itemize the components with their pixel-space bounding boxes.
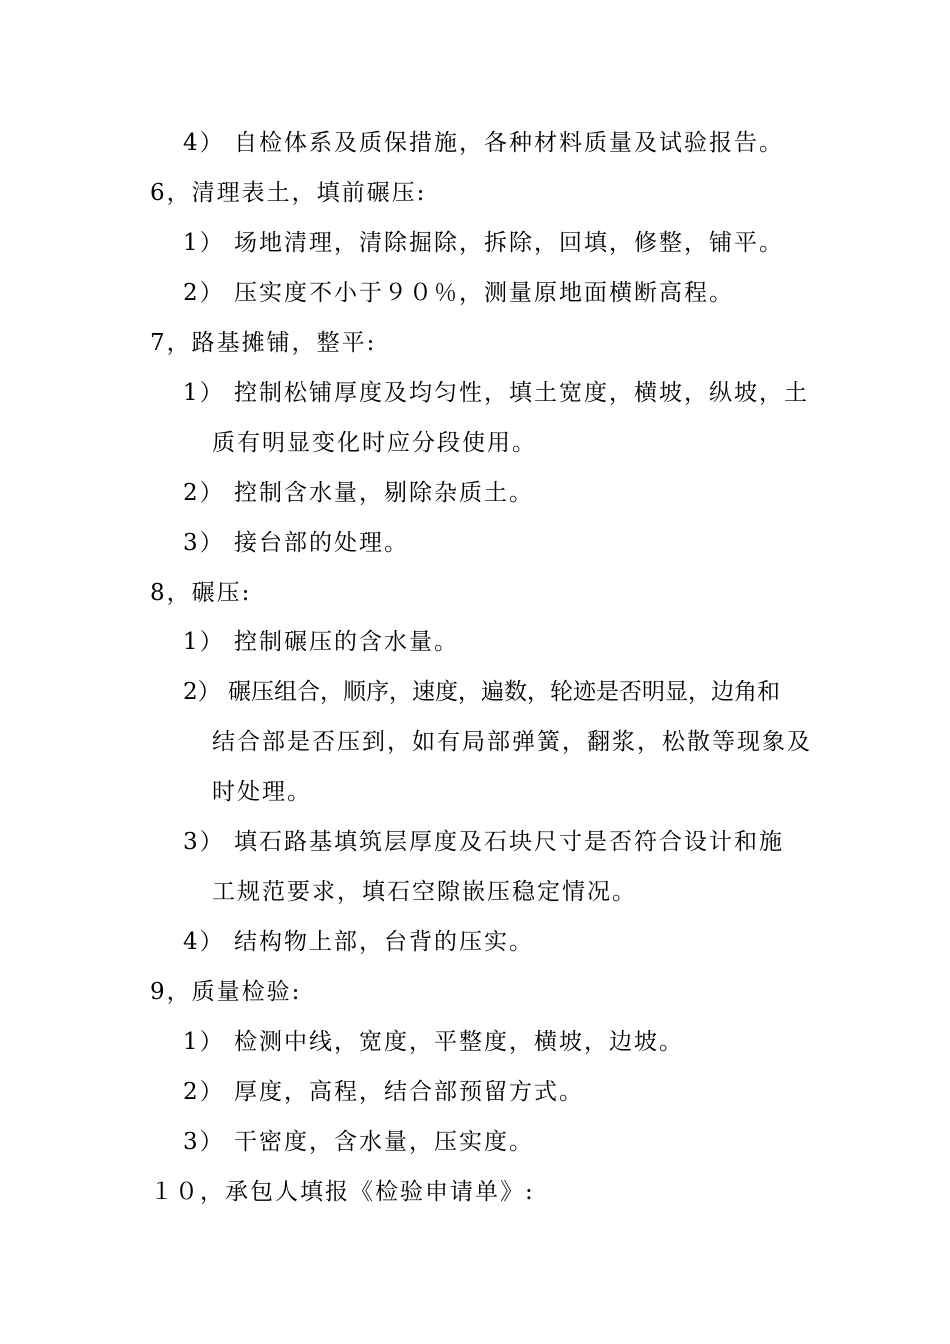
section-heading: 6，清理表土，填前碾压:	[150, 180, 427, 206]
text-line: 3） 干密度，含水量，压实度。	[183, 1129, 534, 1155]
text-line: 质有明显变化时应分段使用。	[212, 430, 537, 456]
section-heading: 7，路基摊铺，整平:	[150, 330, 377, 356]
text-line: 3） 接台部的处理。	[183, 530, 409, 556]
text-line: 2） 压实度不小于９０％，测量原地面横断高程。	[183, 280, 734, 306]
text-line: 工规范要求，填石空隙嵌压稳定情况。	[212, 879, 637, 905]
text-line: 4） 结构物上部，台背的压实。	[183, 929, 534, 955]
text-line: 2） 控制含水量，剔除杂质土。	[183, 480, 534, 506]
section-heading: １０，承包人填报《检验申请单》:	[150, 1179, 535, 1205]
text-line: 1） 控制松铺厚度及均匀性，填土宽度，横坡，纵坡，土	[183, 380, 809, 406]
text-line: 时处理。	[212, 779, 312, 805]
section-heading: 9，质量检验:	[150, 979, 302, 1005]
text-line: 1） 场地清理，清除掘除，拆除，回填，修整，铺平。	[183, 230, 784, 256]
section-heading: 8，碾压:	[150, 580, 252, 606]
text-line: 1） 控制碾压的含水量。	[183, 629, 459, 655]
text-line: 2） 厚度，高程，结合部预留方式。	[183, 1079, 584, 1105]
text-line: 3） 填石路基填筑层厚度及石块尺寸是否符合设计和施	[183, 829, 784, 855]
text-line: 2） 碾压组合，顺序，速度，遍数，轮迹是否明显，边角和	[183, 679, 780, 705]
text-line: 4） 自检体系及质保措施，各种材料质量及试验报告。	[183, 130, 784, 156]
text-line: 1） 检测中线，宽度，平整度，横坡，边坡。	[183, 1029, 684, 1055]
text-line: 结合部是否压到，如有局部弹簧，翻浆，松散等现象及	[212, 729, 812, 755]
